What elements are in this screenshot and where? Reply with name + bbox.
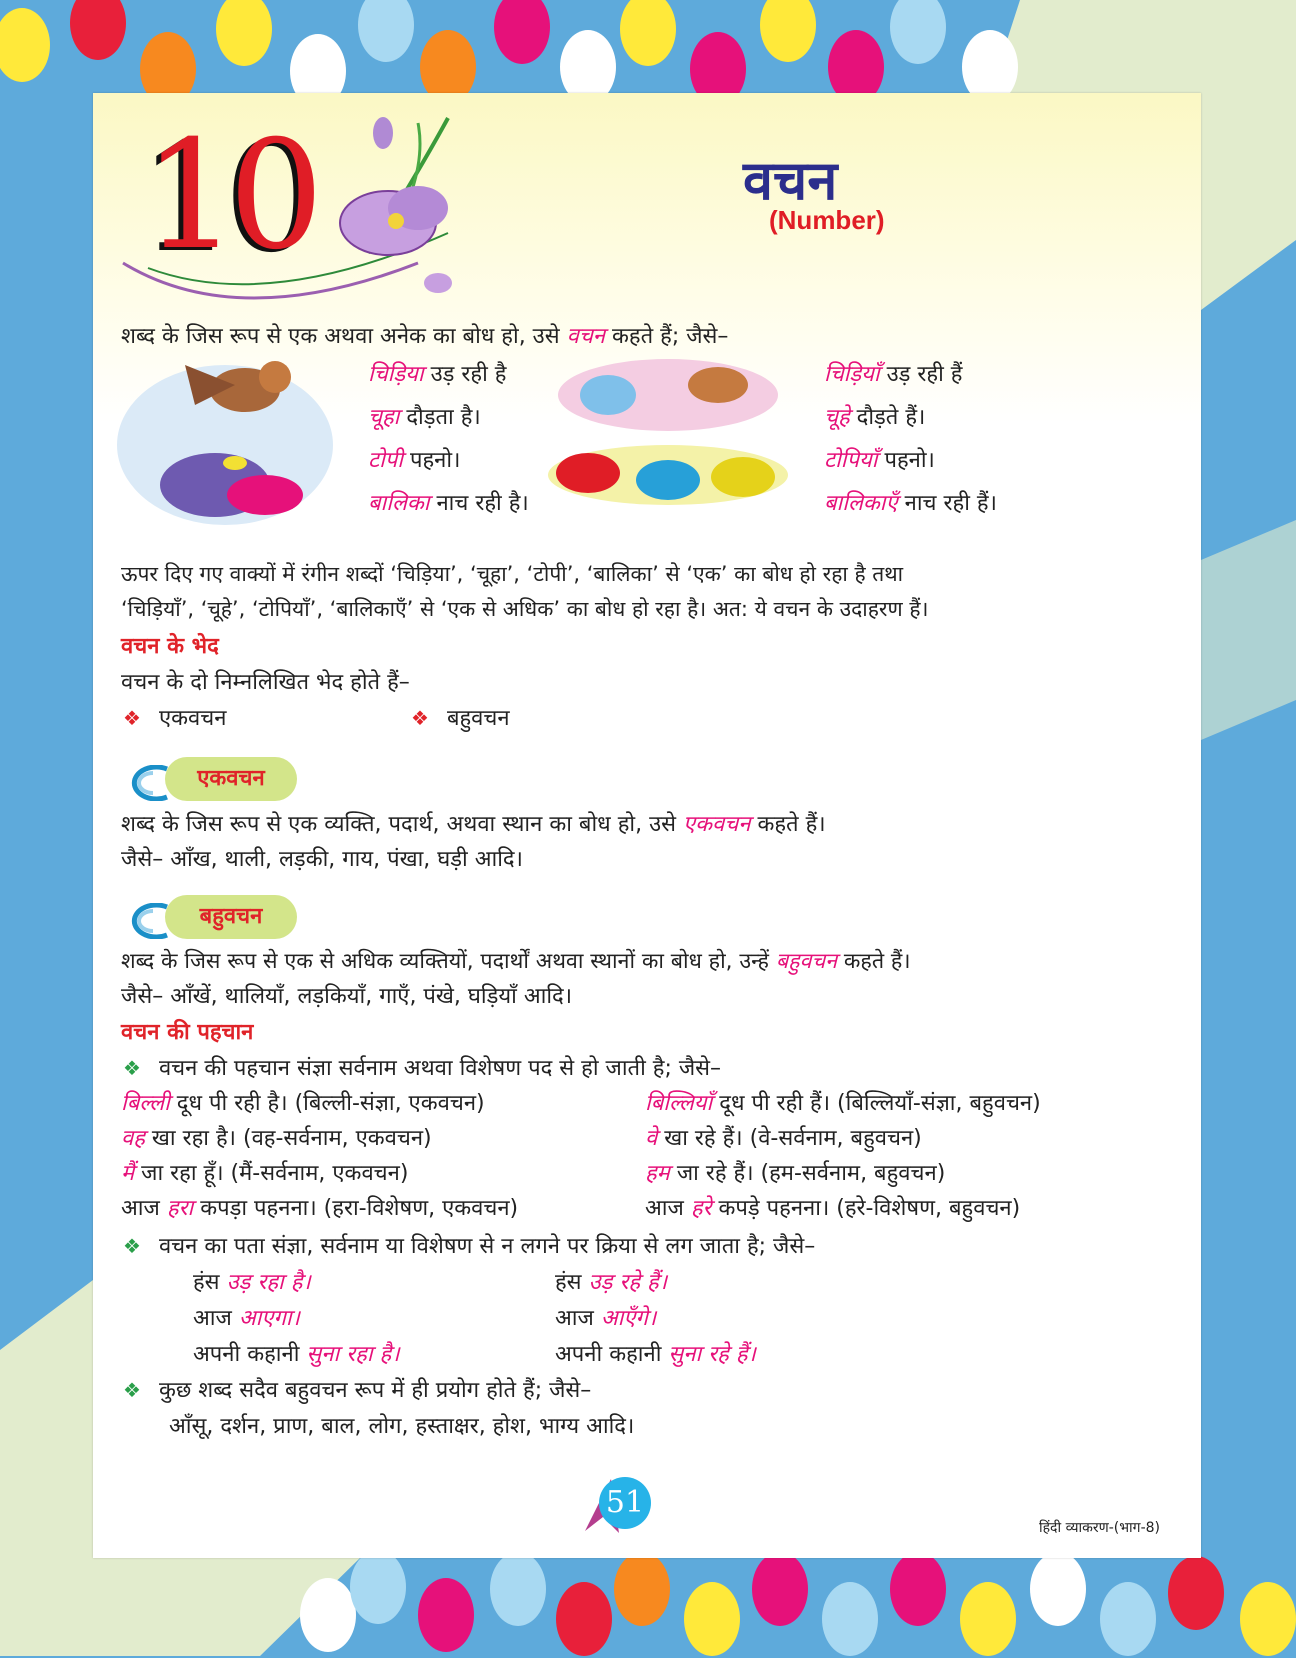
identification-point-3: ❖ कुछ शब्द सदैव बहुवचन रूप में ही प्रयोग होते हैं; जैसे– xyxy=(123,1378,592,1403)
bottom-dots-decoration xyxy=(0,1548,1296,1658)
explanation-line-1: ऊपर दिए गए वाक्यों में रंगीन शब्दों ‘चिड़िया’, ‘चूहा’, ‘टोपी’, ‘बालिका’ से ‘एक’ का बोध हो रहा है तथा xyxy=(121,562,904,586)
chapter-title: वचन xyxy=(743,149,838,212)
footer-book-title: हिंदी व्याकरण-(भाग-8) xyxy=(1039,1520,1160,1536)
verb-row: आज आएँगे। xyxy=(555,1306,657,1331)
example-row: चूहे दौड़ते हैं। xyxy=(824,405,926,430)
intro-term: वचन xyxy=(566,324,606,349)
example-row: बालिका नाच रही है। xyxy=(368,491,529,516)
example-row: चूहा दौड़ता है। xyxy=(368,405,481,430)
chapter-subtitle: (Number) xyxy=(769,205,885,235)
flower-illustration xyxy=(118,109,478,313)
identification-rows-left xyxy=(121,1090,518,1230)
type-item-plural: ❖ बहुवचन xyxy=(411,706,510,731)
identification-row: वह खा रहा है। (वह-सर्वनाम, एकवचन) xyxy=(121,1126,432,1151)
identification-row: बिल्लियाँ दूध पी रही हैं। (बिल्लियाँ-संज्ञा, बहुवचन) xyxy=(645,1091,1041,1116)
explanation-line-2: ‘चिड़ियाँ’, ‘चूहे’, ‘टोपियाँ’, ‘बालिकाएँ’ से ‘एक से अधिक’ का बोध हो रहा है। अत: ये वचन के उदाहरण हैं। xyxy=(121,597,929,621)
page-number: 51 xyxy=(599,1477,651,1529)
identification-heading: वचन की पहचान xyxy=(121,1020,254,1045)
plural-label-pill: बहुवचन xyxy=(165,895,297,939)
singular-examples xyxy=(368,361,529,533)
identification-point-1: ❖ वचन की पहचान संज्ञा सर्वनाम अथवा विशेषण पद से हो जाती है; जैसे– xyxy=(123,1056,722,1081)
verb-row: अपनी कहानी सुना रहे हैं। xyxy=(555,1342,756,1367)
identification-rows-right xyxy=(645,1090,1041,1230)
intro-text: शब्द के जिस रूप से एक अथवा अनेक का बोध हो, उसे वचन कहते हैं; जैसे– xyxy=(121,324,729,349)
chapter-number: 10 xyxy=(143,109,314,283)
example-row: टोपी पहनो। xyxy=(368,448,461,473)
verb-row: अपनी कहानी सुना रहा है। xyxy=(193,1342,400,1367)
plural-examples-line: जैसे– आँखें, थालियाँ, लड़कियाँ, गाएँ, पंखे, घड़ियाँ आदि। xyxy=(121,984,573,1009)
types-intro: वचन के दो निम्नलिखित भेद होते हैं– xyxy=(121,670,410,695)
example-row: चिड़ियाँ उड़ रही हैं xyxy=(824,362,963,387)
plural-examples xyxy=(824,361,997,533)
verb-rows-right xyxy=(555,1269,756,1377)
identification-row: आज हरे कपड़े पहनना। (हरे-विशेषण, बहुवचन) xyxy=(645,1196,1021,1221)
identification-row: मैं जा रहा हूँ। (मैं-सर्वनाम, एकवचन) xyxy=(121,1161,409,1186)
identification-point-3-examples: आँसू, दर्शन, प्राण, बाल, लोग, हस्ताक्षर, होश, भाग्य आदि। xyxy=(169,1414,635,1439)
verb-row: हंस उड़ रहे हैं। xyxy=(555,1270,668,1295)
swirl-icon xyxy=(117,765,171,801)
bird-cap-illustration xyxy=(115,355,335,530)
verb-rows-left xyxy=(193,1269,400,1377)
identification-row: बिल्ली दूध पी रही है। (बिल्ली-संज्ञा, एकवचन) xyxy=(121,1091,485,1116)
birds-caps-illustration xyxy=(548,355,788,530)
swirl-icon xyxy=(117,903,171,939)
singular-label-pill: एकवचन xyxy=(165,757,297,801)
example-row: टोपियाँ पहनो। xyxy=(824,448,935,473)
type-item-singular: ❖ एकवचन xyxy=(123,706,227,731)
verb-row: आज आएगा। xyxy=(193,1306,300,1331)
singular-examples-line: जैसे– आँख, थाली, लड़की, गाय, पंखा, घड़ी आदि। xyxy=(121,847,523,872)
identification-row: आज हरा कपड़ा पहनना। (हरा-विशेषण, एकवचन) xyxy=(121,1196,519,1221)
example-row: चिड़िया उड़ रही है xyxy=(368,362,507,387)
verb-row: हंस उड़ रहा है। xyxy=(193,1270,311,1295)
identification-point-2: ❖ वचन का पता संज्ञा, सर्वनाम या विशेषण से न लगने पर क्रिया से लग जाता है; जैसे– xyxy=(123,1234,816,1259)
identification-row: हम जा रहे हैं। (हम-सर्वनाम, बहुवचन) xyxy=(645,1161,946,1186)
plural-definition: शब्द के जिस रूप से एक से अधिक व्यक्तियों, पदार्थों अथवा स्थानों का बोध हो, उन्हें बहुवचन कहते हैं। xyxy=(121,949,911,974)
identification-row: वे खा रहे हैं। (वे-सर्वनाम, बहुवचन) xyxy=(645,1126,922,1151)
singular-definition: शब्द के जिस रूप से एक व्यक्ति, पदार्थ, अथवा स्थान का बोध हो, उसे एकवचन कहते हैं। xyxy=(121,812,826,837)
types-heading: वचन के भेद xyxy=(121,634,219,659)
example-row: बालिकाएँ नाच रही हैं। xyxy=(824,491,997,516)
page-sheet xyxy=(93,93,1201,1558)
